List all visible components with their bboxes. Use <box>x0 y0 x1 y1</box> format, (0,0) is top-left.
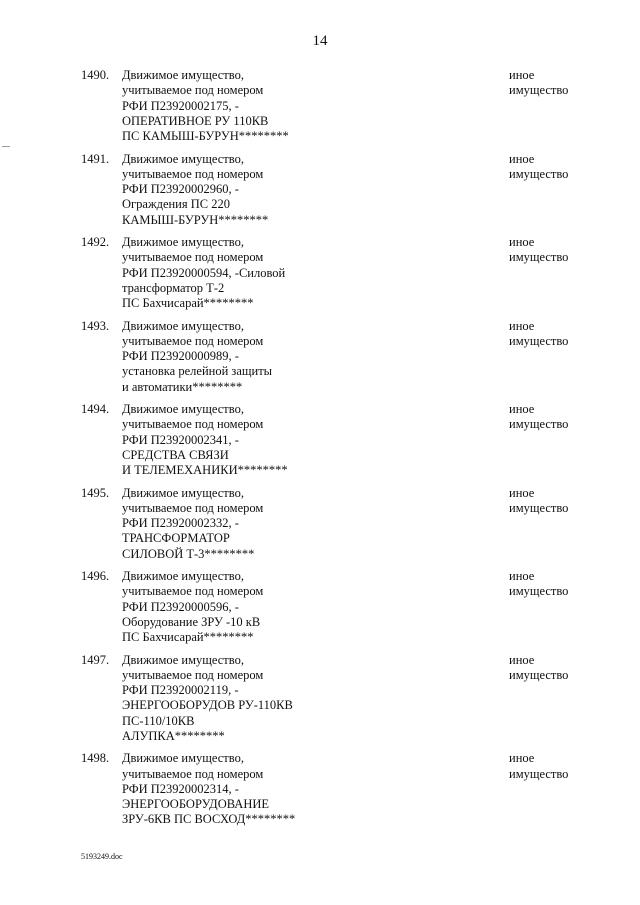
entry-description-line: учитываемое под номером <box>122 166 264 181</box>
entry-property-type <box>509 402 568 433</box>
entry-property-type <box>509 235 568 266</box>
entry-description-line: Движимое имущество, <box>122 652 244 667</box>
entry-description-line: РФИ П23920000596, - <box>122 599 239 614</box>
entry-description-line: ЗРУ-6КВ ПС ВОСХОД******** <box>122 812 296 827</box>
entry-description-line: Движимое имущество, <box>122 751 244 766</box>
entry-description-line: Движимое имущество, <box>122 151 244 166</box>
entry-description-line: Движимое имущество, <box>122 235 244 249</box>
entry-number: 1490. <box>81 68 110 82</box>
entry-description-line: ОПЕРАТИВНОЕ РУ 110КВ <box>122 113 269 128</box>
entry-property-type-line: имущество <box>509 500 569 515</box>
entry-description-line: учитываемое под номером <box>122 83 264 98</box>
entry-number: 1497. <box>81 652 110 667</box>
margin-mark <box>2 146 10 147</box>
footer-doc-id: 5193249.doc <box>81 852 123 861</box>
entry-property-type <box>509 152 568 183</box>
entry-property-type <box>509 751 568 782</box>
entry-number: 1493. <box>81 318 110 333</box>
entry-description-line: ЭНЕРГООБОРУДОВ РУ-110КВ <box>122 698 293 713</box>
entry-description-line: ПС-110/10КВ <box>122 713 195 728</box>
entry-property-type-line: имущество <box>509 766 569 781</box>
entry-description-line: РФИ П23920000594, -Силовой <box>122 265 286 280</box>
entry-number: 1496. <box>81 569 110 583</box>
entry-number: 1492. <box>81 235 110 249</box>
entry-description-line: РФИ П23920002960, - <box>122 182 239 197</box>
entry-description-line: СРЕДСТВА СВЯЗИ <box>122 447 229 462</box>
entry-description <box>122 402 492 478</box>
entry-description-line: и автоматики******** <box>122 379 243 394</box>
entry-description-line: учитываемое под номером <box>122 500 264 515</box>
entry-description-line: АЛУПКА******** <box>122 728 225 743</box>
entry-description-line: учитываемое под номером <box>122 417 264 432</box>
entry-property-type <box>509 569 568 600</box>
entry-property-type-line: имущество <box>509 584 569 599</box>
entry-description <box>122 235 492 311</box>
entry-description-line: установка релейной защиты <box>122 364 273 379</box>
entry-property-type <box>509 319 568 350</box>
entry-description-line: Ограждения ПС 220 <box>122 197 230 212</box>
entry-description-line: Движимое имущество, <box>122 318 244 333</box>
entry-description-line: РФИ П23920002314, - <box>122 781 239 796</box>
entry-description-line: ПС Бахчисарай******** <box>122 630 254 645</box>
entry-description <box>122 653 492 745</box>
entry-property-type-line: имущество <box>509 417 569 432</box>
entry-property-type-line: иное <box>509 151 535 166</box>
entry-property-type-line: имущество <box>509 333 569 348</box>
entry-number: 1494. <box>81 402 110 416</box>
entry-description <box>122 68 492 144</box>
entry-description <box>122 152 492 228</box>
entry-property-type-line: иное <box>509 569 535 583</box>
entry-number: 1491. <box>81 151 110 166</box>
entry-description-line: Движимое имущество, <box>122 569 244 583</box>
entry-description-line: Оборудование ЗРУ -10 кВ <box>122 614 261 629</box>
entry-description <box>122 751 492 827</box>
entry-property-type <box>509 653 568 684</box>
entry-description-line: СИЛОВОЙ Т-3******** <box>122 546 255 561</box>
entry-description-line: Движимое имущество, <box>122 402 244 416</box>
entry-property-type-line: иное <box>509 235 535 249</box>
entry-description-line: ПС Бахчисарай******** <box>122 296 254 311</box>
entry-property-type-line: иное <box>509 485 535 500</box>
entry-description-line: Движимое имущество, <box>122 68 244 82</box>
entry-property-type-line: иное <box>509 652 535 667</box>
entry-description-line: РФИ П23920002119, - <box>122 683 239 698</box>
entry-description-line: учитываемое под номером <box>122 333 264 348</box>
entry-description-line: ЭНЕРГООБОРУДОВАНИЕ <box>122 797 270 812</box>
entry-description-line: РФИ П23920002175, - <box>122 98 239 113</box>
entry-property-type-line: имущество <box>509 667 569 682</box>
entry-description-line: учитываемое под номером <box>122 250 264 265</box>
entry-description-line: учитываемое под номером <box>122 667 264 682</box>
entry-property-type-line: иное <box>509 751 535 766</box>
entry-description-line: РФИ П23920002341, - <box>122 432 239 447</box>
entry-description-line: РФИ П23920000989, - <box>122 349 239 364</box>
entry-description-line: Движимое имущество, <box>122 485 244 500</box>
entry-property-type <box>509 68 568 99</box>
entry-description-line: И ТЕЛЕМЕХАНИКИ******** <box>122 463 288 478</box>
entry-property-type-line: иное <box>509 402 535 416</box>
entry-property-type-line: имущество <box>509 83 569 98</box>
entry-description-line: трансформатор Т-2 <box>122 280 225 295</box>
entry-property-type-line: иное <box>509 318 535 333</box>
entry-description-line: ТРАНСФОРМАТОР <box>122 531 230 546</box>
entry-description <box>122 486 492 562</box>
entry-number: 1498. <box>81 751 110 766</box>
entry-description <box>122 319 492 395</box>
entry-number: 1495. <box>81 485 110 500</box>
entry-description-line: учитываемое под номером <box>122 766 264 781</box>
entry-description-line: учитываемое под номером <box>122 584 264 599</box>
entry-property-type-line: иное <box>509 68 535 82</box>
entry-description <box>122 569 492 645</box>
page-number: 14 <box>312 33 328 49</box>
entry-description-line: КАМЫШ-БУРУН******** <box>122 212 269 227</box>
entry-description-line: РФИ П23920002332, - <box>122 516 239 531</box>
entry-description-line: ПС КАМЫШ-БУРУН******** <box>122 129 289 144</box>
entry-property-type-line: имущество <box>509 250 569 265</box>
entry-property-type <box>509 486 568 517</box>
entry-property-type-line: имущество <box>509 166 569 181</box>
